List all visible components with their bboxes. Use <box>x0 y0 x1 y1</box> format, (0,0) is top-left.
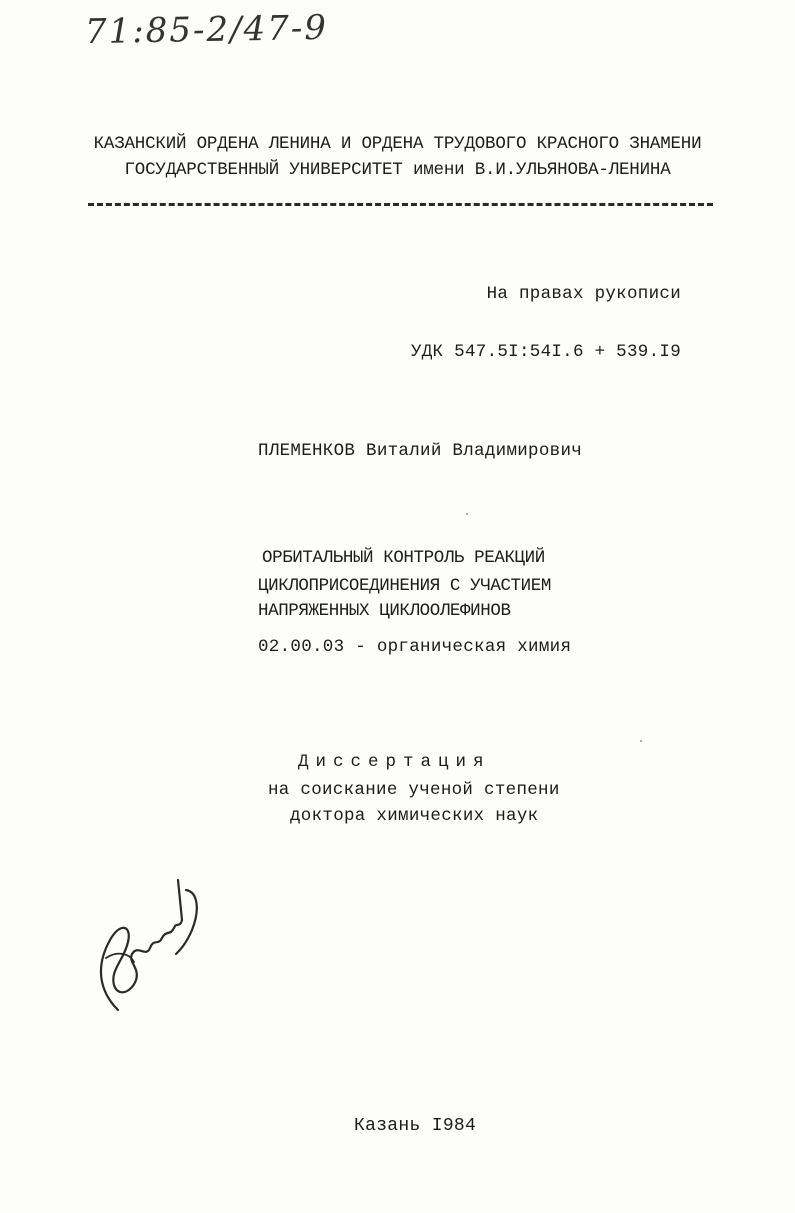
signature <box>88 870 218 1020</box>
city-year: Казань I984 <box>354 1116 477 1136</box>
archive-number: 71:85-2/47-9 <box>84 7 329 53</box>
header-divider <box>88 203 713 206</box>
specialty-code: 02.00.03 - органическая химия <box>258 637 572 657</box>
manuscript-rights: На правах рукописи <box>486 284 681 304</box>
dissertation-degree-line: на соискание ученой степени <box>268 780 560 800</box>
title-line-3: НАПРЯЖЕННЫХ ЦИКЛООЛЕФИНОВ <box>258 601 511 621</box>
dissertation-field-line: доктора химических наук <box>290 806 539 826</box>
university-line-2: ГОСУДАРСТВЕННЫЙ УНИВЕРСИТЕТ имени В.И.УЛЬЯНОВА-ЛЕНИНА <box>124 160 671 180</box>
title-line-2: ЦИКЛОПРИСОЕДИНЕНИЯ С УЧАСТИЕМ <box>258 576 551 596</box>
university-line-1: КАЗАНСКИЙ ОРДЕНА ЛЕНИНА И ОРДЕНА ТРУДОВОГО КРАСНОГО ЗНАМЕНИ <box>93 134 702 154</box>
paper-speck <box>640 740 642 742</box>
udk-code: УДК 547.5I:54I.6 + 539.I9 <box>410 342 681 362</box>
dissertation-heading: Диссертация <box>298 752 491 772</box>
title-line-1: ОРБИТАЛЬНЫЙ КОНТРОЛЬ РЕАКЦИЙ <box>262 548 545 568</box>
author-name: ПЛЕМЕНКОВ Виталий Владимирович <box>258 441 583 461</box>
paper-speck <box>466 513 468 515</box>
